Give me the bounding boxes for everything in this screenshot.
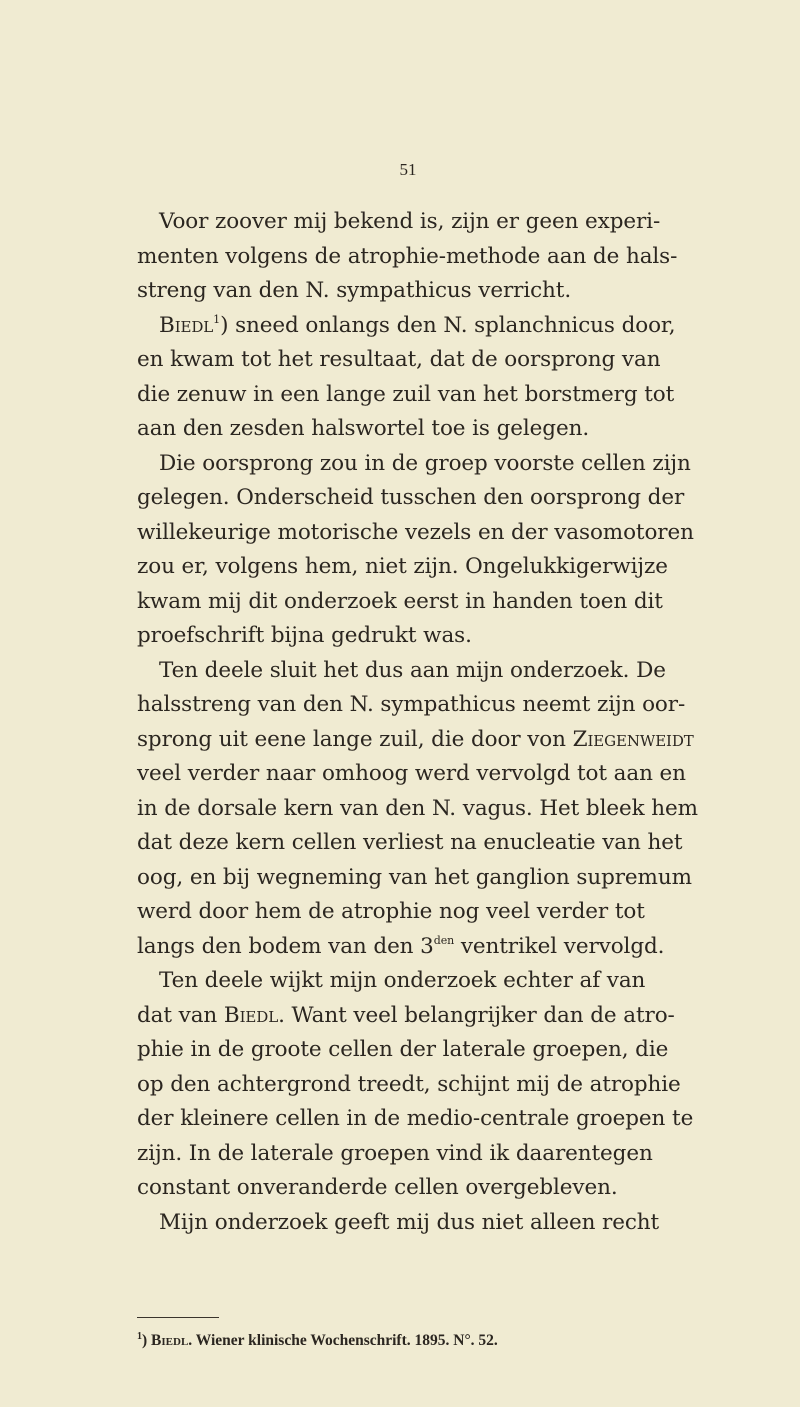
footnote-author: Biedl (151, 1332, 189, 1349)
line-text: dat van (137, 1002, 224, 1028)
author-name: Ziegenweidt (572, 726, 694, 752)
line-text: en kwam tot het resultaat, dat de oorsprong van (137, 347, 661, 372)
text-line (137, 481, 685, 516)
text-line (137, 309, 676, 344)
line-text: phie in de groote cellen der laterale groepen, die (137, 1037, 669, 1062)
line-text: kwam mij dit onderzoek eerst in handen toen dit (137, 588, 663, 614)
line-text: die zenuw in een lange zuil van het borstmerg tot (137, 381, 675, 407)
text-line (137, 895, 645, 930)
line-text: Ten deele wijkt mijn onderzoek echter af van (159, 968, 646, 993)
text-line (137, 447, 691, 482)
text-line (137, 274, 629, 309)
text-line (137, 930, 665, 965)
text-line (137, 1171, 629, 1206)
text-line (137, 412, 629, 447)
footnote-text: . Wiener klinische Wochenschrift. 1895. N°. 52. (188, 1332, 498, 1349)
line-text: ventrikel vervolgd. (454, 933, 665, 959)
line-text: Die oorsprong zou in de groep voorste cellen zijn (159, 450, 691, 476)
line-text: aan den zesden halswortel toe is gelegen. (137, 416, 590, 441)
footnote: $^1$) Biedl. Wiener klinische Wochenschrift. 1895. N°. 52. (137, 1331, 498, 1349)
line-text: ) sneed onlangs den N. splanchnicus door, (220, 312, 676, 338)
text-line (137, 964, 646, 999)
text-line (137, 826, 683, 861)
ordinal-suffix: den (433, 933, 455, 947)
line-text: der kleinere cellen in de medio-centrale groepen te (137, 1106, 694, 1131)
text-line (137, 619, 629, 654)
author-name: Biedl (159, 312, 214, 338)
line-text: veel verder naar omhoog werd vervolgd tot aan en (137, 761, 686, 786)
line-text: Ten deele sluit het dus aan mijn onderzoek. De (159, 657, 666, 683)
page-number: 51 (399, 160, 417, 179)
text-line (137, 688, 686, 723)
text-line (137, 654, 666, 689)
line-text: zou er, volgens hem, niet zijn. Ongelukkigerwijze (137, 554, 668, 579)
line-text: Voor zoover mij bekend is, zijn er geen experi- (159, 209, 661, 234)
text-line (137, 378, 675, 413)
line-text: halsstreng van den N. sympathicus neemt zijn oor- (137, 692, 686, 717)
author-name: Biedl (223, 1002, 279, 1028)
line-text: dat deze kern cellen verliest na enucleatie van het (137, 830, 683, 855)
text-line (137, 1137, 653, 1172)
line-text: willekeurige motorische vezels en der vasomotoren (137, 519, 694, 545)
text-line (137, 1068, 681, 1103)
text-line (137, 1102, 694, 1137)
line-text: oog, en bij wegneming van het ganglion supremum (137, 864, 692, 890)
line-text: menten volgens de atrophie-methode aan de hals- (137, 243, 678, 269)
text-line (137, 205, 661, 240)
text-line (137, 516, 694, 551)
footnote-ref: 1 (213, 312, 221, 326)
text-line (137, 723, 694, 758)
text-line (137, 757, 686, 792)
line-text: in de dorsale kern van den N. vagus. Het bleek hem (137, 795, 698, 821)
body-text (137, 205, 698, 1240)
text-line (137, 861, 692, 896)
line-text: proefschrift bijna gedrukt was. (137, 623, 472, 648)
text-line (137, 1206, 660, 1241)
text-line (137, 240, 678, 275)
line-text: Mijn onderzoek geeft mij dus niet alleen recht (159, 1209, 660, 1235)
line-text: streng van den N. sympathicus verricht. (137, 278, 572, 303)
text-line (137, 1033, 669, 1068)
text-line (137, 999, 675, 1034)
text-line (137, 585, 663, 620)
footnote-marker: 1 (137, 1331, 142, 1342)
line-text: . Want veel belangrijker dan de atro- (278, 1002, 675, 1028)
line-text: constant onveranderde cellen overgebleven. (137, 1175, 618, 1200)
line-text: langs den bodem van den 3 (137, 933, 434, 959)
line-text: zijn. In de laterale groepen vind ik daarentegen (137, 1140, 653, 1166)
line-text: gelegen. Onderscheid tusschen den oorsprong der (137, 485, 685, 510)
line-text: op den achtergrond treedt, schijnt mij de atrophie (137, 1071, 681, 1097)
line-text: sprong uit eene lange zuil, die door von (137, 726, 573, 752)
footnote-divider (137, 1317, 219, 1318)
line-text: werd door hem de atrophie nog veel verder tot (137, 899, 645, 924)
text-line (137, 343, 661, 378)
text-line (137, 550, 668, 585)
text-line (137, 792, 698, 827)
